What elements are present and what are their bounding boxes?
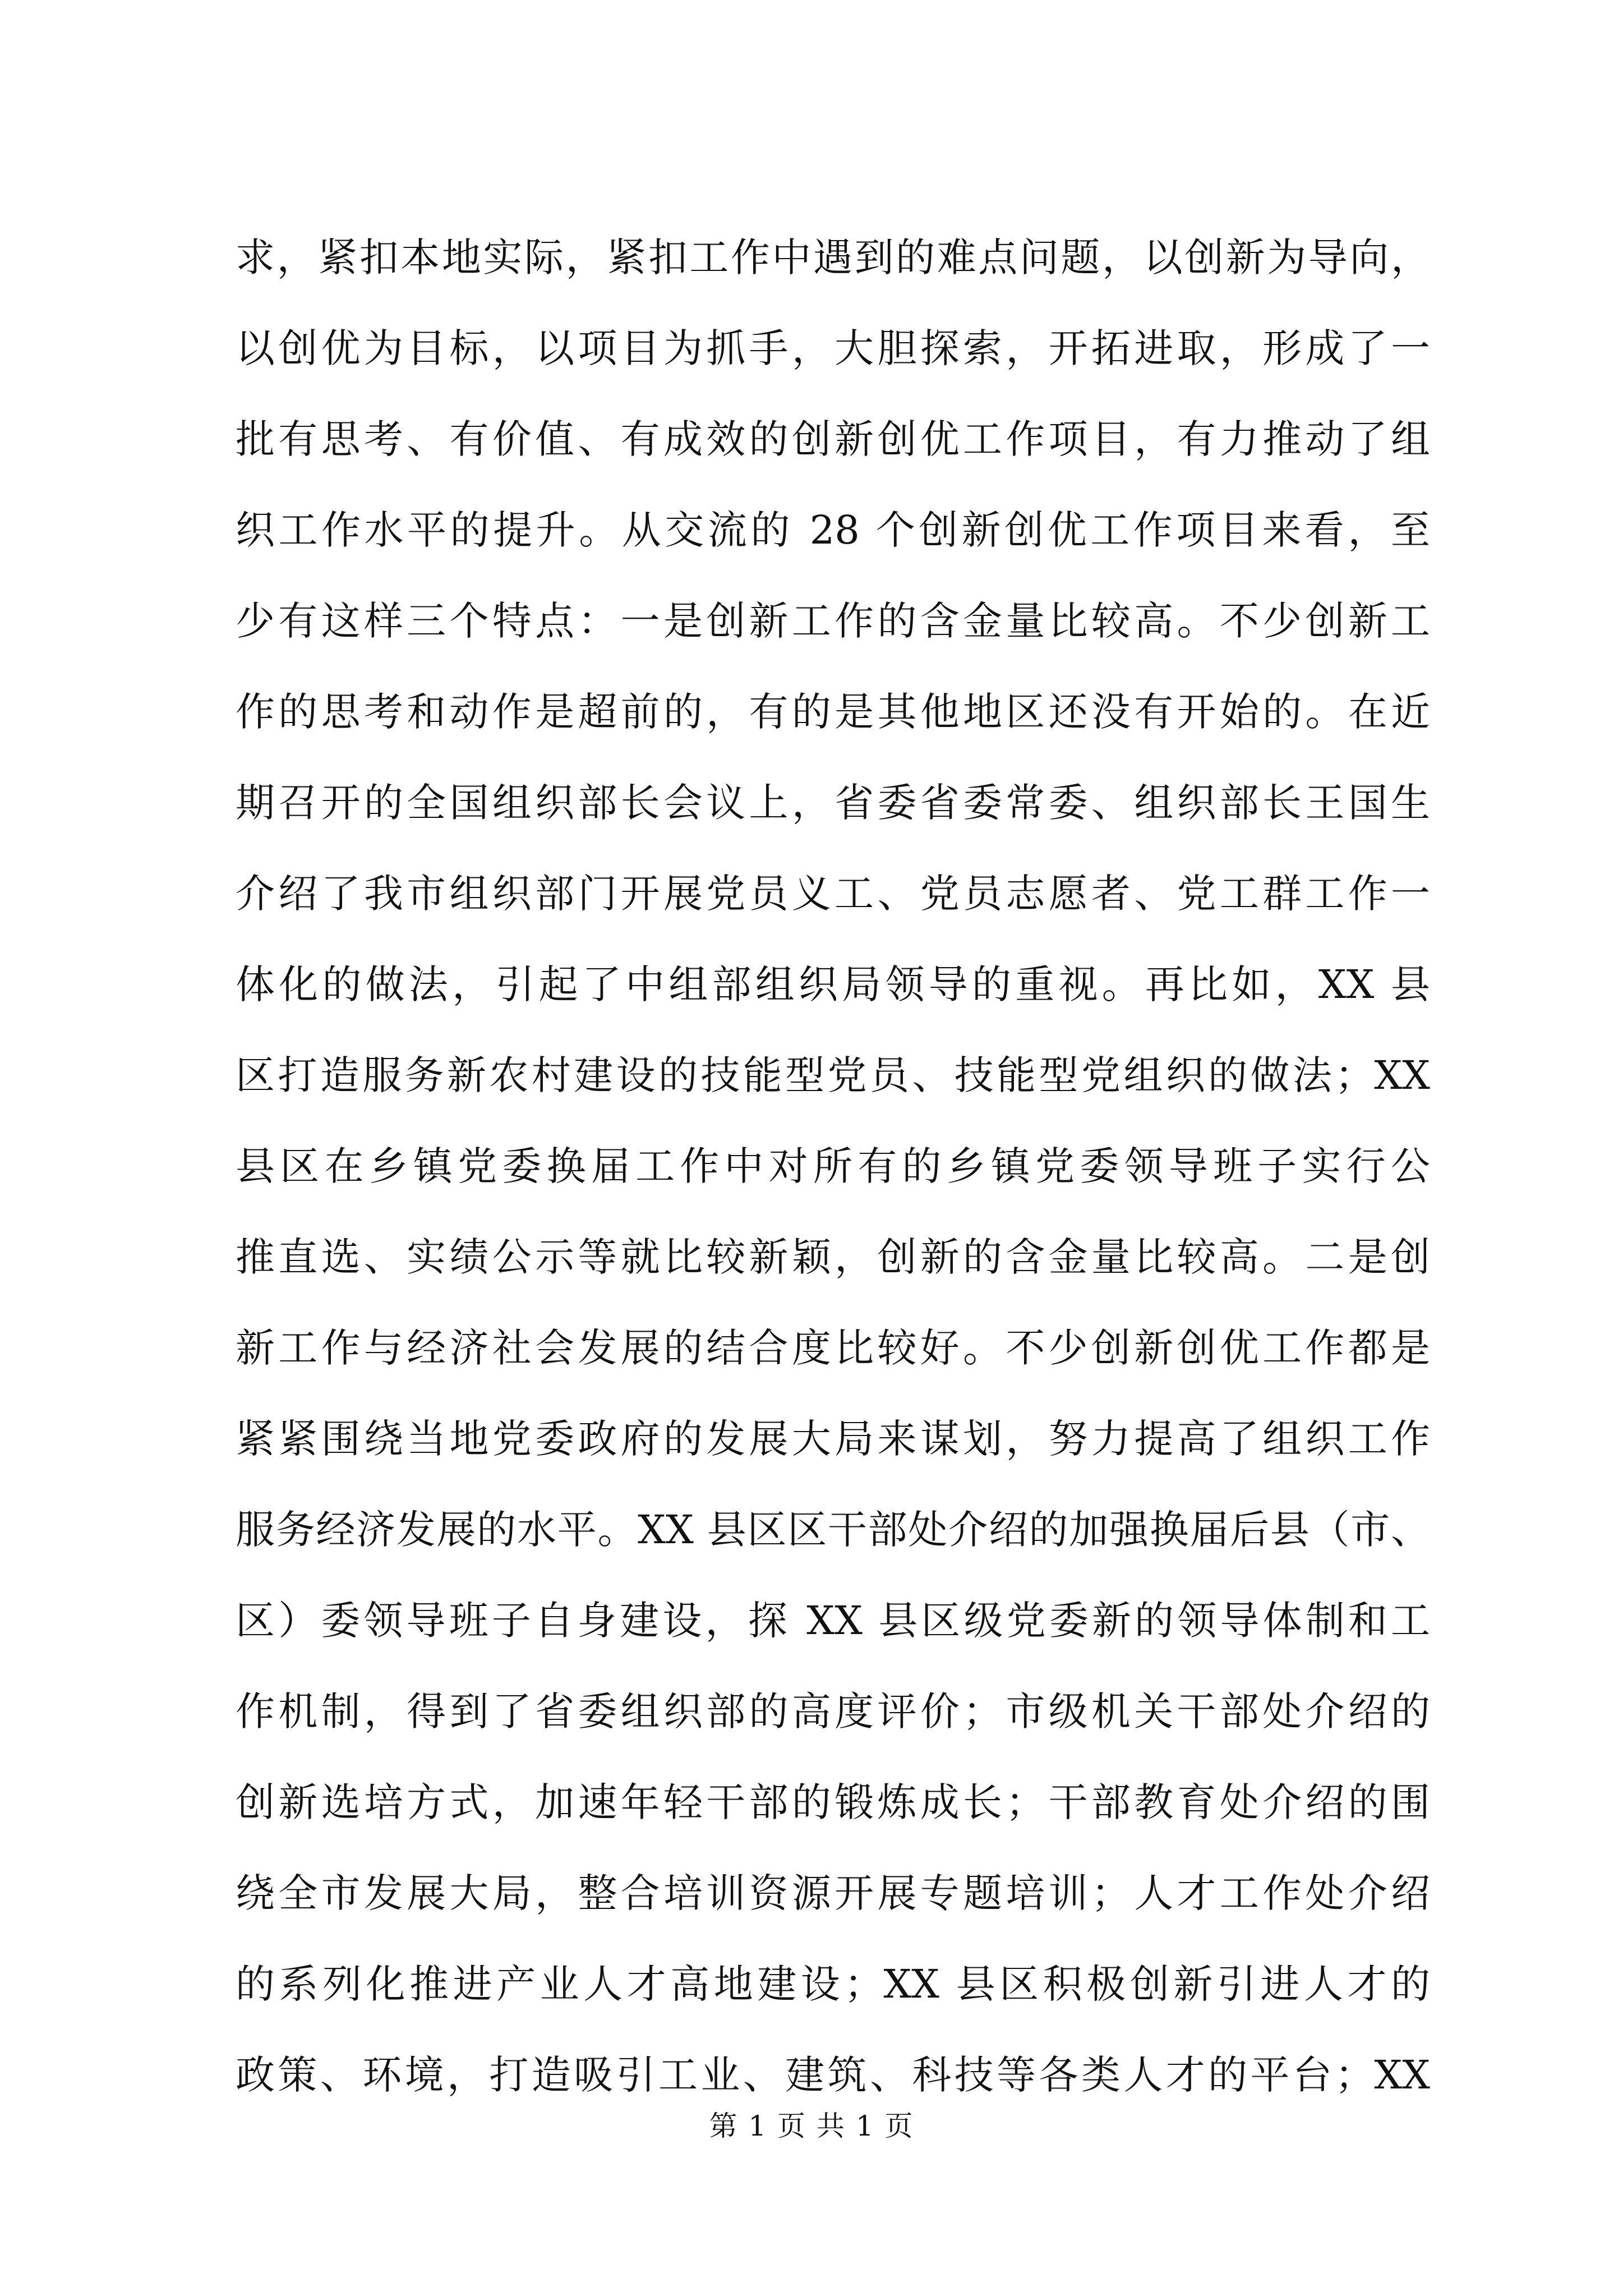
body-line-3: 批有思考、有价值、有成效的创新创优工作项目，有力推动了组 [236, 416, 1430, 462]
body-line-7: 期召开的全国组织部长会议上，省委省委常委、组织部长王国生 [236, 780, 1430, 826]
body-line-11: 县区在乡镇党委换届工作中对所有的乡镇党委领导班子实行公 [236, 1143, 1430, 1189]
body-line-2: 以创优为目标，以项目为抓手，大胆探索，开拓进取，形成了一 [236, 325, 1430, 371]
body-line-16: 区）委领导班子自身建设，探 XX 县区级党委新的领导体制和工 [236, 1598, 1430, 1644]
body-line-20: 的系列化推进产业人才高地建设；XX 县区积极创新引进人才的 [236, 1961, 1430, 2007]
body-line-1: 求，紧扣本地实际，紧扣工作中遇到的难点问题，以创新为导向， [236, 234, 1430, 280]
page-footer [0, 2108, 1623, 2144]
body-line-4: 织工作水平的提升。从交流的 28 个创新创优工作项目来看，至 [236, 507, 1430, 553]
body-line-15: 服务经济发展的水平。XX 县区区干部处介绍的加强换届后县（市、 [236, 1507, 1430, 1553]
body-line-14: 紧紧围绕当地党委政府的发展大局来谋划，努力提高了组织工作 [236, 1416, 1430, 1462]
body-line-17: 作机制，得到了省委组织部的高度评价；市级机关干部处介绍的 [236, 1688, 1430, 1734]
body-line-9: 体化的做法，引起了中组部组织局领导的重视。再比如，XX 县 [236, 961, 1430, 1007]
body-line-10: 区打造服务新农村建设的技能型党员、技能型党组织的做法；XX [236, 1052, 1430, 1098]
body-line-6: 作的思考和动作是超前的，有的是其他地区还没有开始的。在近 [236, 689, 1430, 735]
body-line-21: 政策、环境，打造吸引工业、建筑、科技等各类人才的平台；XX [236, 2052, 1430, 2098]
body-line-19: 绕全市发展大局，整合培训资源开展专题培训；人才工作处介绍 [236, 1870, 1430, 1916]
body-line-18: 创新选培方式，加速年轻干部的锻炼成长；干部教育处介绍的围 [236, 1779, 1430, 1825]
page-number-label: 第 1 页 共 1 页 [709, 2110, 914, 2142]
body-line-13: 新工作与经济社会发展的结合度比较好。不少创新创优工作都是 [236, 1325, 1430, 1371]
body-line-5: 少有这样三个特点：一是创新工作的含金量比较高。不少创新工 [236, 598, 1430, 644]
body-text [236, 212, 1430, 2120]
body-line-8: 介绍了我市组织部门开展党员义工、党员志愿者、党工群工作一 [236, 871, 1430, 917]
body-line-12: 推直选、实绩公示等就比较新颖，创新的含金量比较高。二是创 [236, 1234, 1430, 1280]
